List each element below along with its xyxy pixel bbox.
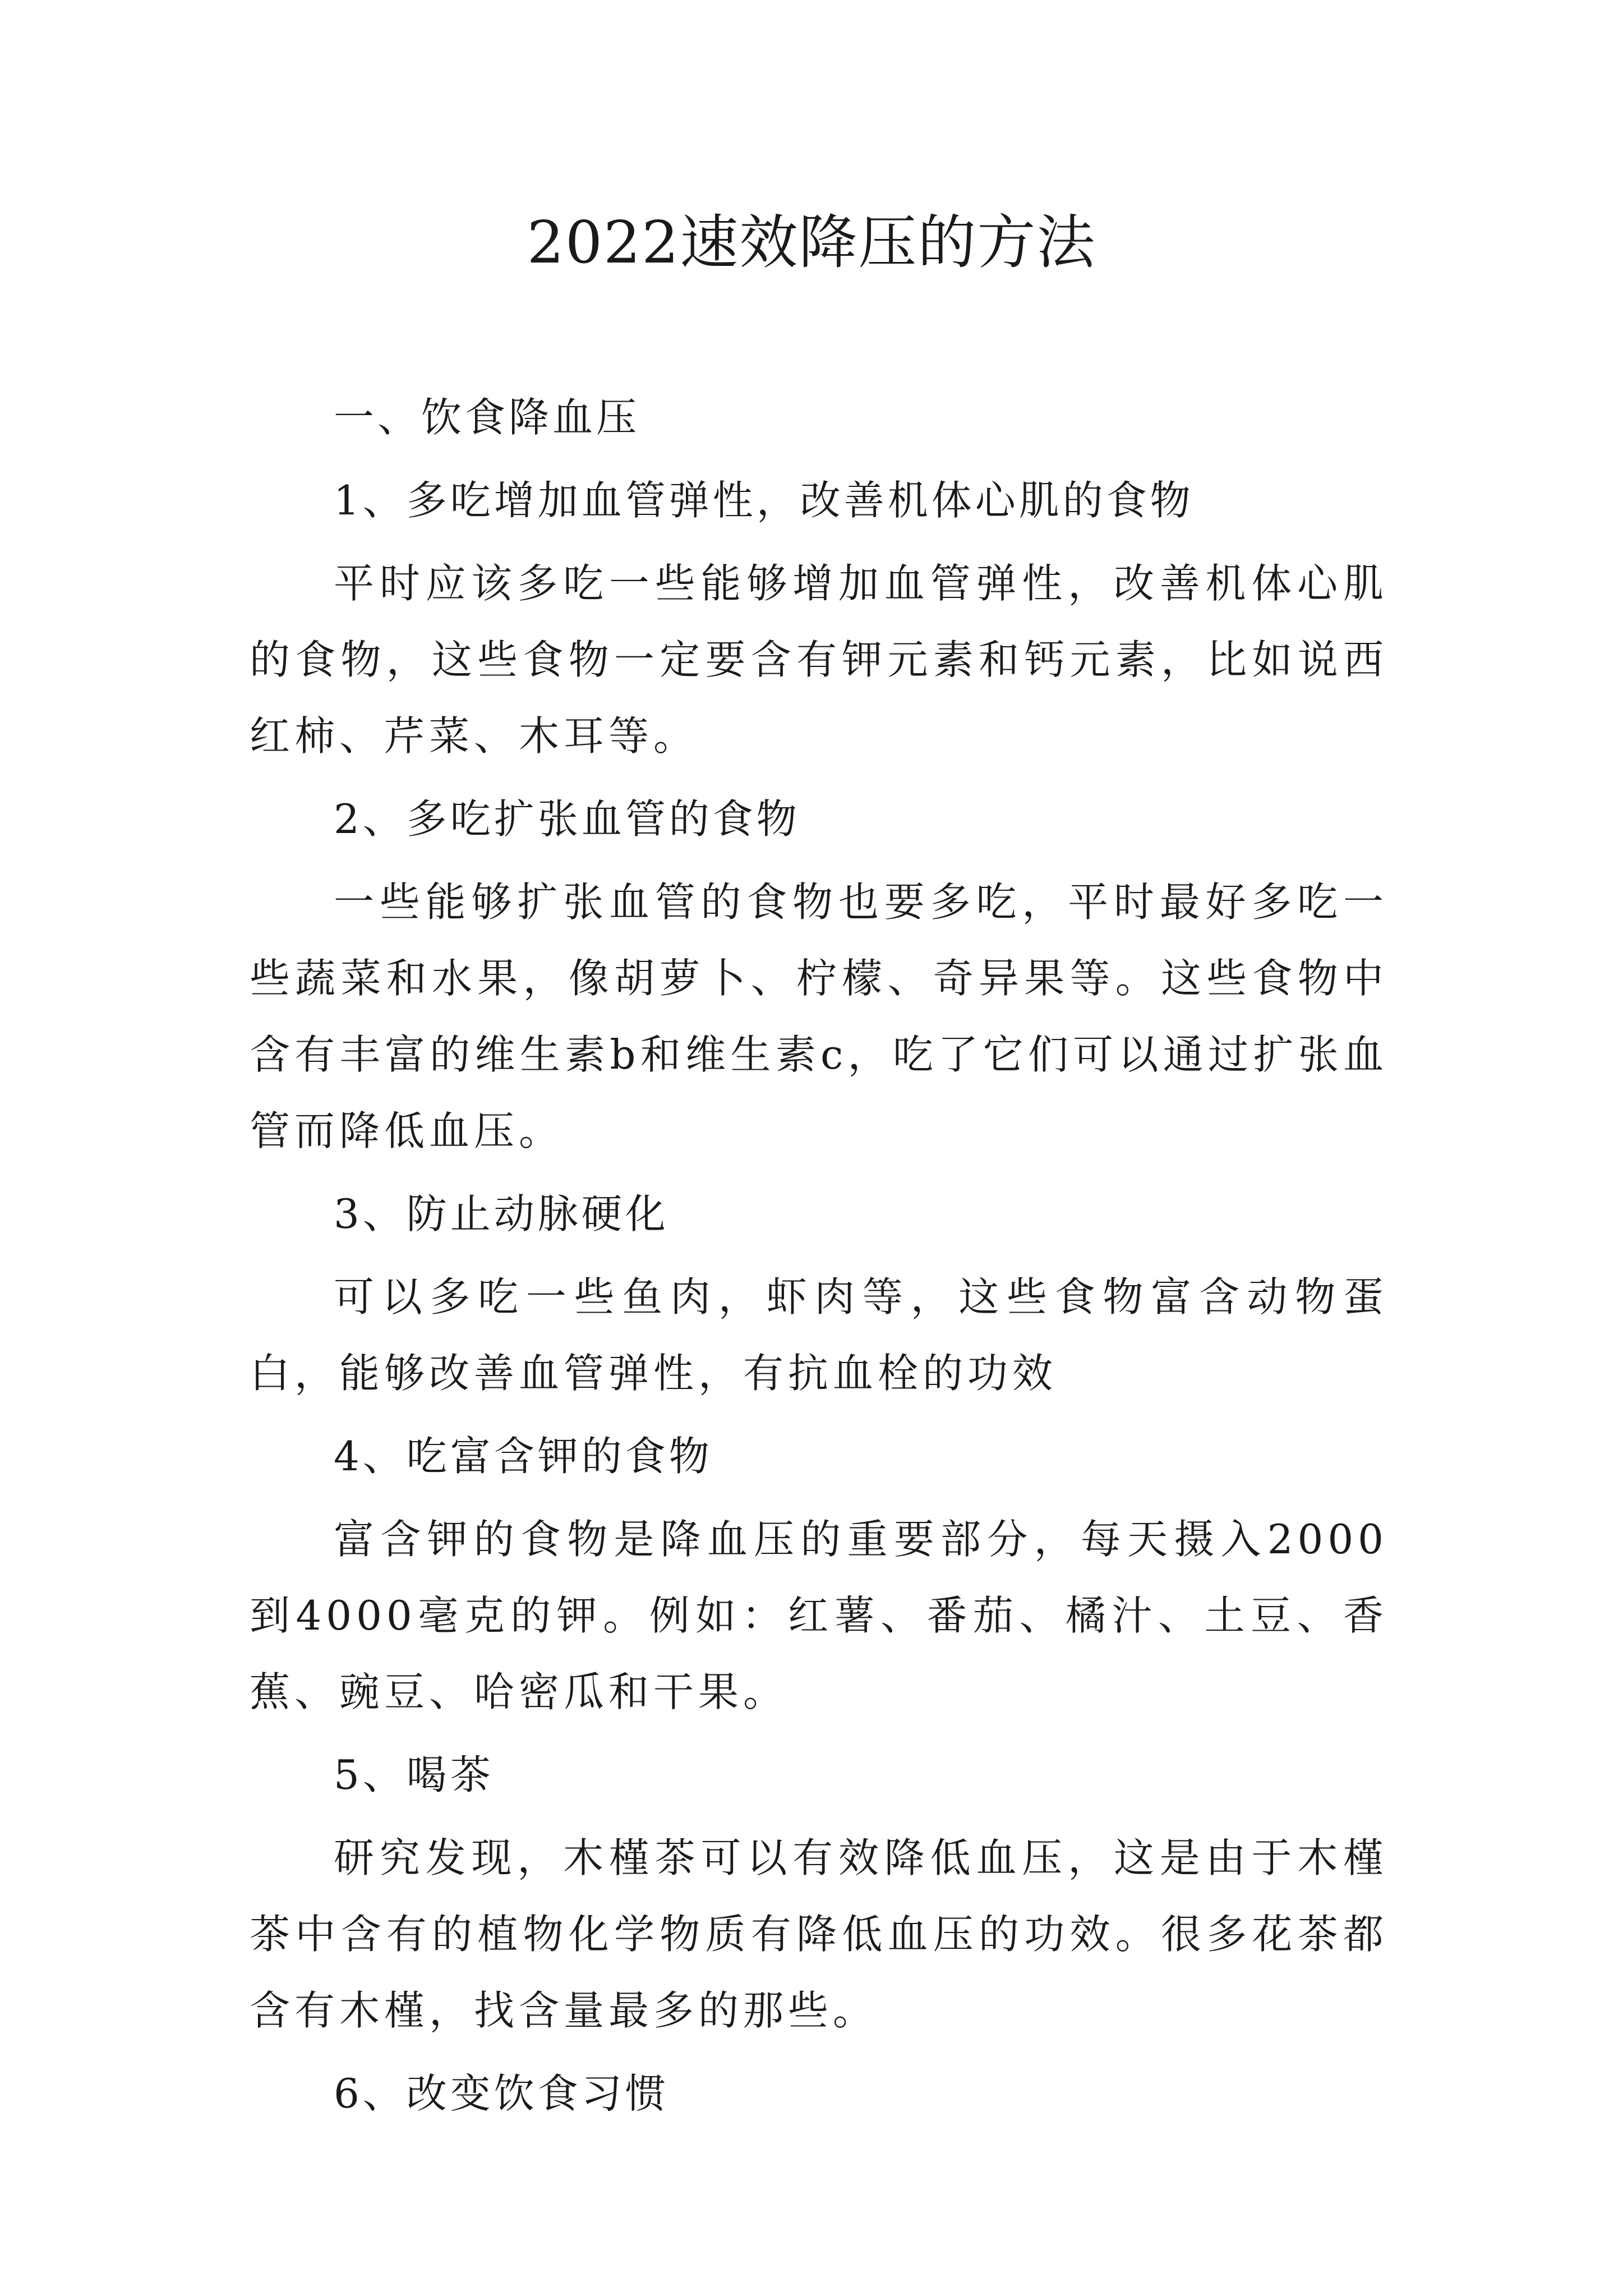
paragraph: 研究发现，木槿茶可以有效降低血压，这是由于木槿茶中含有的植物化学物质有降低血压的功效。很多花茶都含有木槿，找含量最多的那些。 [250,1834,1388,2034]
subheading: 2、多吃扩张血管的食物 [334,795,800,843]
section-heading: 一、饮食降血压 [334,394,640,441]
document-title: 2022速效降压的方法 [527,208,1096,277]
subheading: 3、防止动脉硬化 [334,1190,669,1237]
paragraph: 富含钾的食物是降血压的重要部分，每天摄入2000到4000毫克的钾。例如：红薯、番茄、橘汁、土豆、香蕉、豌豆、哈密瓜和干果。 [250,1516,1388,1715]
paragraph: 一些能够扩张血管的食物也要多吃，平时最好多吃一些蔬菜和水果，像胡萝卜、柠檬、奇异果等。这些食物中含有丰富的维生素b和维生素c，吃了它们可以通过扩张血管而降低血压。 [250,878,1388,1154]
paragraph: 平时应该多吃一些能够增加血管弹性，改善机体心肌的食物，这些食物一定要含有钾元素和钙元素，比如说西红柿、芹菜、木耳等。 [250,560,1388,760]
subheading: 5、喝茶 [334,1751,494,1798]
subheading: 6、改变饮食习惯 [334,2070,669,2117]
document-body [250,379,1388,2138]
paragraph: 可以多吃一些鱼肉，虾肉等，这些食物富含动物蛋白，能够改善血管弹性，有抗血栓的功效 [250,1273,1388,1397]
subheading: 1、多吃增加血管弹性，改善机体心肌的食物 [334,477,1194,524]
subheading: 4、吃富含钾的食物 [334,1433,713,1480]
